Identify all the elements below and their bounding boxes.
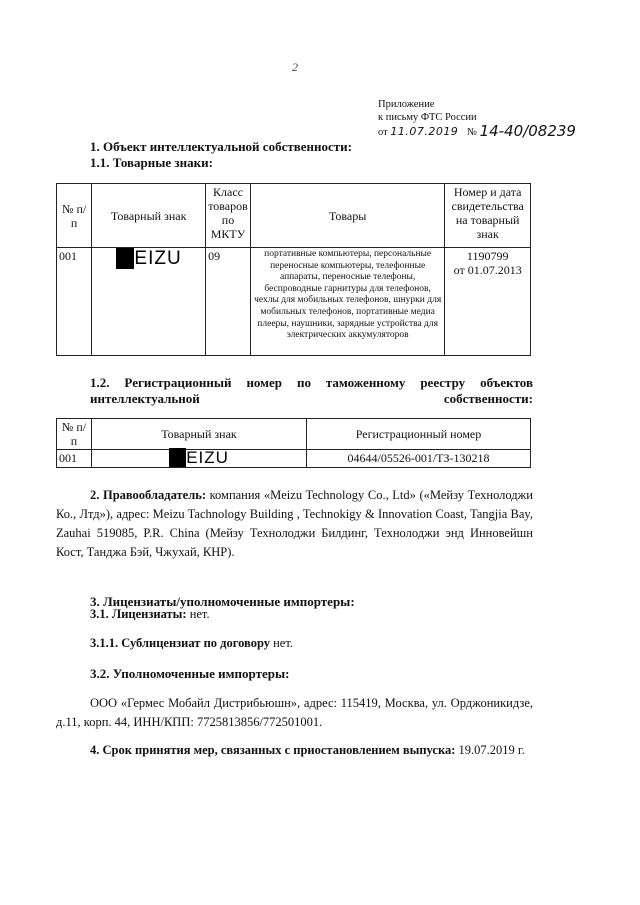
importers-label: 3.2. Уполномоченные импортеры: [90,666,290,681]
appendix-date-line [378,124,576,140]
registry-header-reg: Регистрационный номер [307,419,531,450]
registry-header-row [57,419,531,450]
licensees-label: 3.1. Лицензиаты: [90,607,187,621]
header-num: № п/п [57,184,92,248]
importers-text: ООО «Гермес Мобайл Дистрибьюшн», адрес: 115419, Москва, ул. Орджоникидзе, д.11, корп. 44, ИНН/КПП: 7725813856/772501001. [56,696,533,729]
meizu-logo: MEIZU [116,248,182,269]
cert-date: от 01.07.2013 [453,263,522,277]
sublicensee-label: 3.1.1. Сублицензиат по договору [90,636,270,650]
section2-paragraph [56,486,533,562]
trademarks-table [56,183,531,356]
appendix-block [378,99,576,140]
row-mark [92,248,206,356]
meizu-logo: MEIZU [170,448,229,467]
table-header-row [57,184,531,248]
section2-text: компания «Meizu Technology Co., Ltd» («Мейзу Технолоджи Ко., Лтд»), адрес: Meizu Tachnology Building , Technokigy & Innovation Coast, Tangjia Bay, Zauhai 519085, P.R. China (Мейзу Технолоджи Билдинг, Технолоджи энд Инновейшн Кост, Танджа Бэй, Чжухай, КНР). [56,488,533,559]
row-class: 09 [206,248,251,356]
table-row [57,450,531,468]
appendix-line1: Приложение [378,99,435,110]
registry-header-num: № п/п [57,419,92,450]
appendix-line2: к письму ФТС России [378,111,477,123]
page-number: 2 [292,60,298,74]
registry-row-reg: 04644/05526-001/ТЗ-130218 [307,450,531,468]
section1-2-title: 1.2. Регистрационный номер по таможенному реестру объектов интеллектуальной собственности: [90,375,533,406]
section1-2-title-line1 [90,375,533,407]
section3-title: 3. Лицензиаты/уполномоченные импортеры: [90,594,355,609]
row-num: 001 [57,248,92,356]
row-cert [445,248,531,356]
date-value: 11.07.2019 [390,125,459,138]
number-value: 14-40/08239 [479,122,576,140]
table-row [57,248,531,356]
section4-paragraph [56,741,533,760]
section4-value: 19.07.2019 г. [458,743,525,757]
registry-header-mark: Товарный знак [92,419,307,450]
section1-subtitle: 1.1. Товарные знаки: [90,155,213,170]
header-class: Класс товаров по МКТУ [206,184,251,248]
section2-label: 2. Правообладатель: [90,488,206,502]
section3-1-1-line [90,636,293,651]
header-goods: Товары [250,184,444,248]
cert-number: 1190799 [466,249,509,263]
header-mark: Товарный знак [92,184,206,248]
row-goods: портативные компьютеры, персональные переносные компьютеры, телефонные аппараты, переносные телефоны, беспроводные гарнитуры для телефонов, чехлы для мобильных телефонов, шнурки для мобильных телефонов, портативные медиа плееры, наушники, зарядные устройства для электрических аккумуляторов [250,248,444,356]
registry-row-num: 001 [57,450,92,468]
licensees-value: нет. [189,607,210,621]
date-prefix: от [378,127,388,138]
section1-title: 1. Объект интеллектуальной собственности: [90,139,352,154]
sublicensee-value: нет. [273,636,293,650]
registry-table [56,418,531,468]
section3-1-line [90,607,210,622]
header-cert: Номер и дата свидетельства на товарный знак [445,184,531,248]
number-prefix: № [466,127,477,138]
registry-row-mark [92,450,307,468]
section4-label: 4. Срок принятия мер, связанных с приостановлением выпуска: [90,743,456,757]
